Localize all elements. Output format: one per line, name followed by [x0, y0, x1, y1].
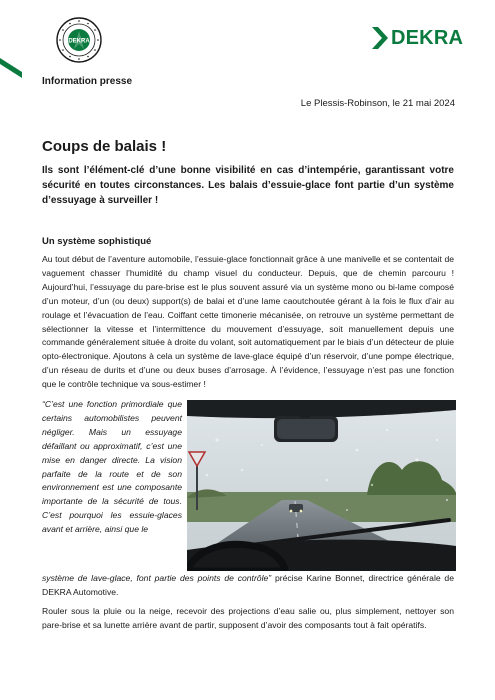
quote-end: système de lave-glace, font partie des points de contrôle” [42, 573, 272, 583]
svg-text:DEKRA: DEKRA [68, 38, 90, 45]
body-paragraph-1: Au tout début de l’aventure automobile, l’essuie-glace fonctionnait grâce à une manivelle et se contentait de vaguement chasser l’humidité du champ visuel du conducteur. Depuis, que de chemin parcouru ! Aujourd’hui, l’essuyage du pare-brise est le plus souvent assuré via un système mono ou bi-lame composé d’un moteur, d’un (ou deux) support(s) de balai et d’une lame caoutchoutée gérant à la fois le flux d’air au roulage et l’évacuation de l’eau. Coiffant cette timonerie mécanisée, on retrouve un système permettant de sélectionner la vitesse et l’intermittence du mouvement d’essuyage, soit manuellement depuis une commande généralement située à droite du volant, soit automatiquement par le biais d’un détecteur de pluie opto-électronique. Ajoutons à cela un système de lave-glace équipé d’un réservoir, d’une pompe électrique, d’un réseau de durits et d’une ou deux buses d’arrosage. À l’évidence, l’essuyage n’est pas une fonction que le contrôle technique va sous-estimer ! [42, 254, 454, 390]
article-title: Coups de balais ! [42, 138, 167, 155]
section-heading: Un système sophistiqué [42, 236, 152, 247]
dateline: Le Plessis-Robinson, le 21 mai 2024 [300, 98, 455, 109]
quote-conclusion [42, 572, 454, 600]
body-paragraph-3: Rouler sous la pluie ou la neige, recevoir des projections d’eau salie ou, plus simplement, nettoyer son pare-brise et sa lunette arrière avant de partir, supposent d’avoir des composants tout à fait opératifs. [42, 606, 454, 630]
dekra-chevron-icon [372, 27, 388, 49]
dekra-wordmark: DEKRA [391, 26, 464, 49]
dekra-logo [372, 26, 463, 50]
quote-attribution: précise Karine Bonnet, directrice générale de DEKRA Automotive. [42, 573, 454, 597]
windshield-rain-photo [187, 400, 456, 571]
controle-technique-seal [55, 16, 103, 64]
green-accent-chevron [0, 58, 22, 88]
article-lead: Ils sont l’élément-clé d’une bonne visibilité en cas d’intempérie, garantissant votre sécurité en toutes circonstances. Les balais d’essuie-glace font partie d’un système d’essuyage à surveiller ! [42, 165, 454, 206]
press-label: Information presse [42, 76, 133, 87]
pull-quote: “C’est une fonction primordiale que certains automobilistes peuvent négliger. Mais un essuyage défaillant ou approximatif, c’est une mise en danger directe. La vision parfaite de la route et de son environnement est une composante importante de la sécurité de tous. C’est pourquoi les essuie-glaces avant et arrière, ainsi que le [42, 399, 182, 535]
